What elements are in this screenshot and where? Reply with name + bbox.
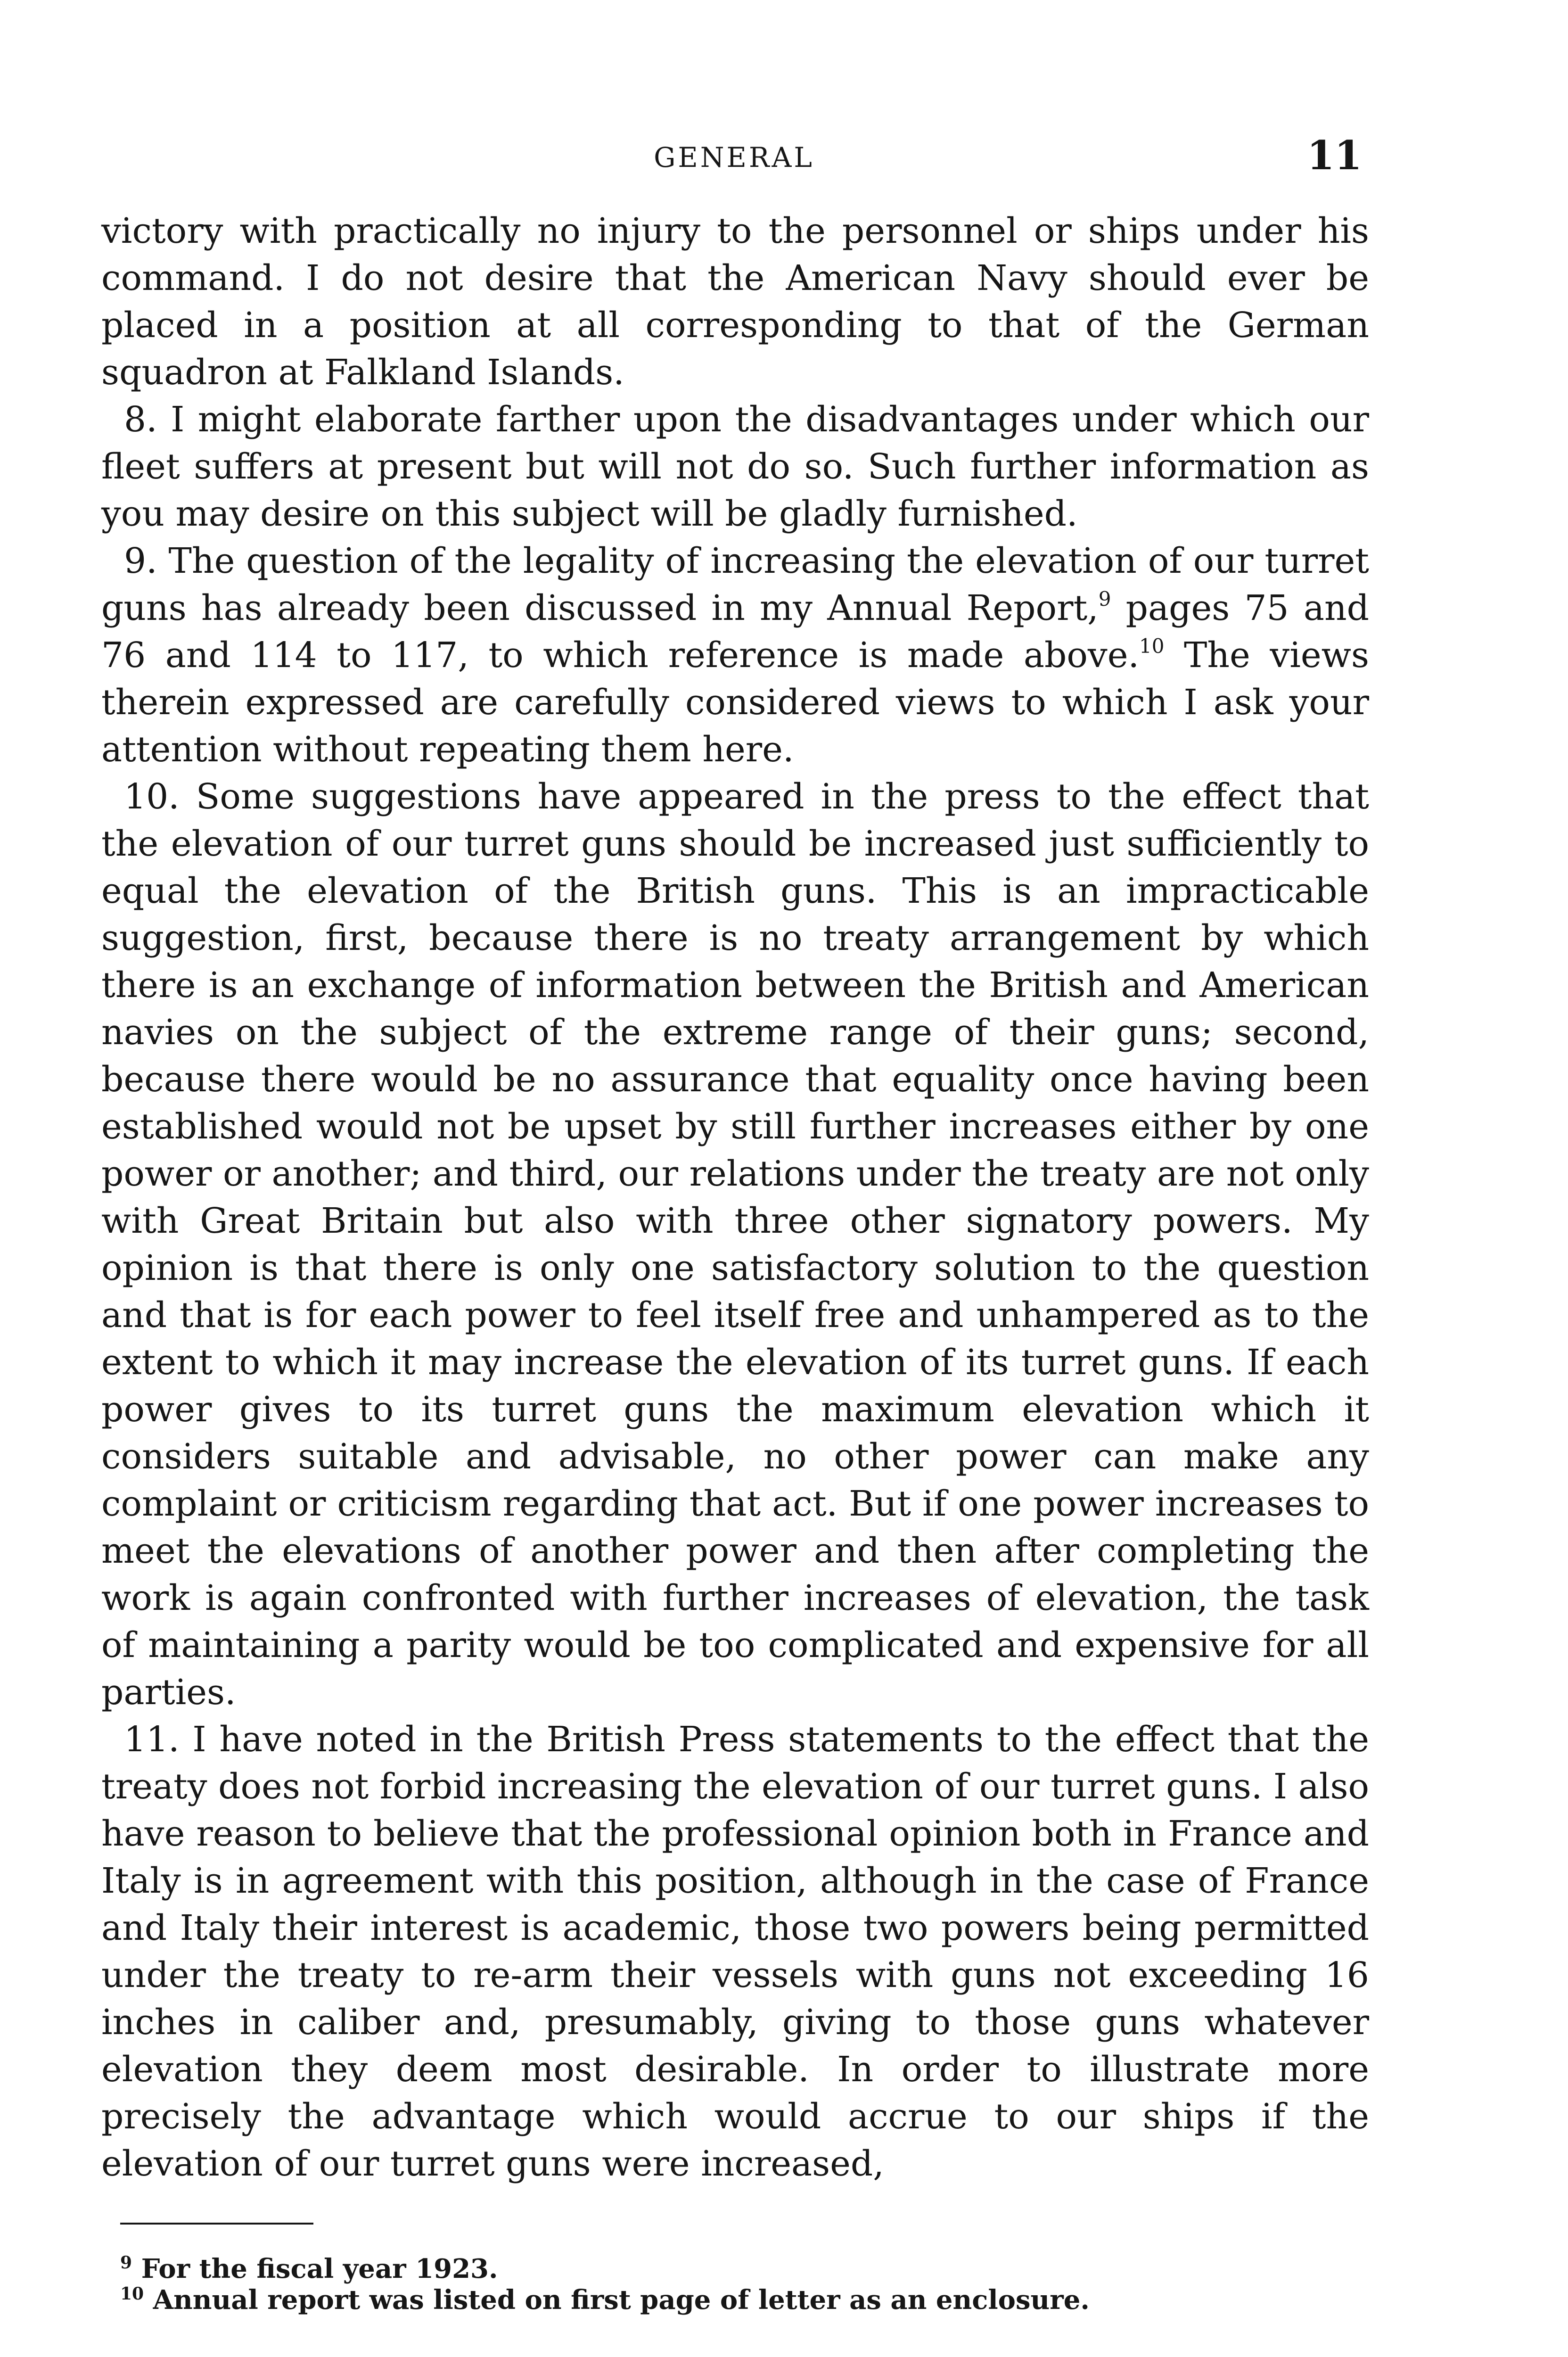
body-text (101, 207, 1369, 2187)
footnote-10 (120, 2284, 1369, 2316)
footnotes (120, 2253, 1369, 2316)
paragraph-9-part-a: 9. The question of the legality of increasing the elevation of our turret guns has already been discussed in my Annual Report, (101, 541, 1369, 628)
paragraph-9-part-c: The views therein expressed are carefully considered views to which I ask your attention without repeating them here. (101, 635, 1369, 770)
paragraph-9-part-b: pages 75 and 76 and 114 to 117, to which reference is made above. (101, 588, 1369, 676)
footnote-divider (120, 2223, 313, 2225)
paragraph-9 (101, 537, 1369, 773)
footnote-mark: 10 (120, 2284, 144, 2304)
footnote-text: Annual report was listed on first page of letter as an enclosure. (153, 2284, 1090, 2316)
footnote-text: For the fiscal year 1923. (141, 2253, 498, 2284)
section-title: GENERAL (654, 141, 814, 173)
footnote-ref-9: 9 (1098, 587, 1111, 610)
page-number: 11 (1307, 132, 1362, 179)
footnote-9 (120, 2253, 1369, 2284)
running-head (106, 132, 1362, 189)
paragraph-10: 10. Some suggestions have appeared in the press to the effect that the elevation of our turret guns should be increased just sufficiently to equal the elevation of the British guns. This is an impracticable suggestion, first, because there is no treaty arrangement by which there is an exchange of information between the British and American navies on the subject of the extreme range of their guns; second, because there would be no assurance that equality once having been established would not be upset by still further increases either by one power or another; and third, our relations under the treaty are not only with Great Britain but also with three other signatory powers. My opinion is that there is only one satisfactory solution to the question and that is for each power to feel itself free and unhampered as to the extent to which it may increase the elevation of its turret guns. If each power gives to its turret guns the maximum elevation which it considers suitable and advisable, no other power can make any complaint or criticism regarding that act. But if one power increases to meet the elevations of another power and then after completing the work is again confronted with further increases of elevation, the task of maintaining a parity would be too complicated and expensive for all parties. (101, 776, 1369, 1713)
footnote-mark: 9 (120, 2253, 132, 2273)
paragraph-11: 11. I have noted in the British Press statements to the effect that the treaty does not forbid increasing the elevation of our turret guns. I also have reason to believe that the professional opinion both in France and Italy is in agreement with this position, although in the case of France and Italy their interest is academic, those two powers being permitted under the treaty to re-arm their vessels with guns not exceeding 16 inches in caliber and, presumably, giving to those guns whatever elevation they deem most desirable. In order to illustrate more precisely the advantage which would accrue to our ships if the elevation of our turret guns were increased, (101, 1719, 1369, 2184)
paragraph-8: 8. I might elaborate farther upon the disadvantages under which our fleet suffers at present but will not do so. Such further information as you may desire on this subject will be gladly furnished. (101, 399, 1369, 534)
footnote-ref-10: 10 (1139, 635, 1165, 658)
paragraph-continuation: victory with practically no injury to the personnel or ships under his command. I do not desire that the American Navy should ever be placed in a position at all corresponding to that of the German squadron at Falkland Islands. (101, 211, 1369, 393)
